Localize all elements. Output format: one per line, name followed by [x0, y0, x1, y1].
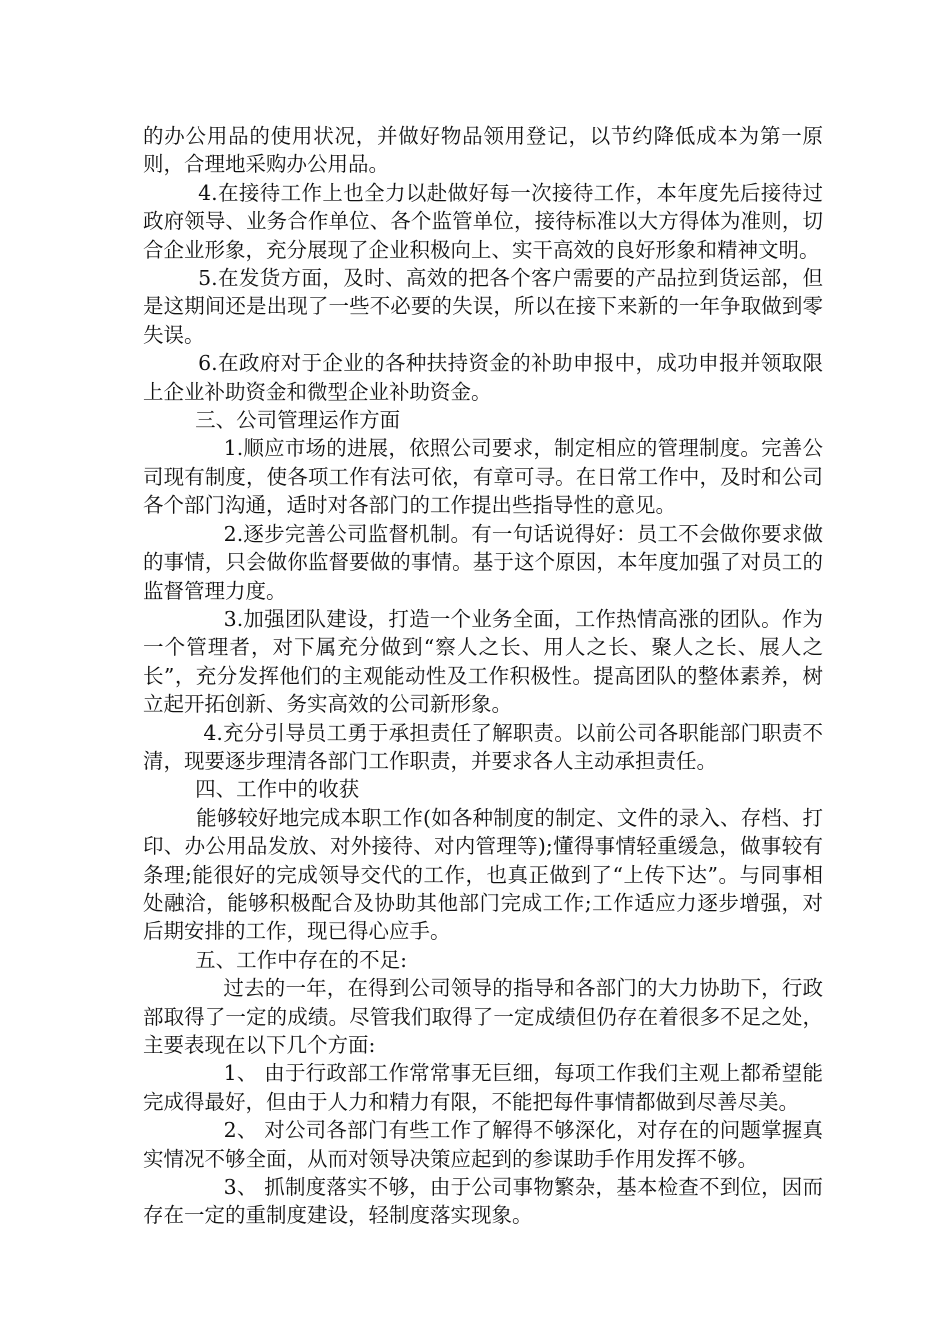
paragraph-procurement-end: 的办公用品的使用状况，并做好物品领用登记，以节约降低成本为第一原则，合理地采购办公用品。 — [143, 124, 823, 177]
paragraph-shipping: 5.在发货方面，及时、高效的把各个客户需要的产品拉到货运部，但是这期间还是出现了一些不必要的失误，所以在接下来新的一年争取做到零失误。 — [143, 266, 823, 347]
document-body — [143, 122, 823, 1230]
paragraph-shortcoming-3: 3、 抓制度落实不够，由于公司事物繁杂，基本检查不到位，因而存在一定的重制度建设，轻制度落实现象。 — [143, 1175, 823, 1228]
paragraph-shortcoming-2: 2、 对公司各部门有些工作了解得不够深化，对存在的问题掌握真实情况不够全面，从而对领导决策应起到的参谋助手作用发挥不够。 — [143, 1118, 823, 1171]
paragraph-reception: 4.在接待工作上也全力以赴做好每一次接待工作，本年度先后接待过政府领导、业务合作单位、各个监管单位，接待标准以大方得体为准则，切合企业形象，充分展现了企业积极向上、实干高效的良好形象和精神文明。 — [143, 180, 823, 262]
section-heading-management: 三、公司管理运作方面 — [143, 408, 401, 433]
paragraph-team-building: 3.加强团队建设，打造一个业务全面，工作热情高涨的团队。作为一个管理者，对下属充分做到“察人之长、用人之长、聚人之长、展人之长”，充分发挥他们的主观能动性及工作积极性。提高团队的整体素养，树立起开拓创新、务实高效的公司新形象。 — [143, 606, 823, 717]
paragraph-management-system: 1.顺应市场的进展，依照公司要求，制定相应的管理制度。完善公司现有制度，使各项工作有法可依，有章可寻。在日常工作中，及时和公司各个部门沟通，适时对各部门的工作提出些指导性的意见。 — [143, 436, 823, 518]
paragraph-shortcoming-1: 1、 由于行政部工作常常事无巨细，每项工作我们主观上都希望能完成得最好，但由于人力和精力有限，不能把每件事情都做到尽善尽美。 — [143, 1061, 823, 1114]
section-heading-gains: 四、工作中的收获 — [143, 777, 360, 802]
paragraph-subsidy: 6.在政府对于企业的各种扶持资金的补助申报中，成功申报并领取限上企业补助资金和微型企业补助资金。 — [143, 351, 823, 404]
paragraph-supervision: 2.逐步完善公司监督机制。有一句话说得好：员工不会做你要求做的事情，只会做你监督要做的事情。基于这个原因，本年度加强了对员工的监督管理力度。 — [143, 521, 823, 603]
section-heading-shortcomings: 五、工作中存在的不足: — [143, 947, 408, 972]
paragraph-shortcomings-intro: 过去的一年，在得到公司领导的指导和各部门的大力协助下，行政部取得了一定的成绩。尽管我们取得了一定成绩但仍存在着很多不足之处，主要表现在以下几个方面: — [143, 976, 823, 1057]
paragraph-responsibility: 4.充分引导员工勇于承担责任了解职责。以前公司各职能部门职责不清，现要逐步理清各部门工作职责，并要求各人主动承担责任。 — [143, 720, 823, 773]
paragraph-gains: 能够较好地完成本职工作(如各种制度的制定、文件的录入、存档、打印、办公用品发放、对外接待、对内管理等);懂得事情轻重缓急，做事较有条理;能很好的完成领导交代的工作，也真正做到了“上传下达”。与同事相处融洽，能够积极配合及协助其他部门完成工作;工作适应力逐步增强，对后期安排的工作，现已得心应手。 — [143, 805, 823, 944]
